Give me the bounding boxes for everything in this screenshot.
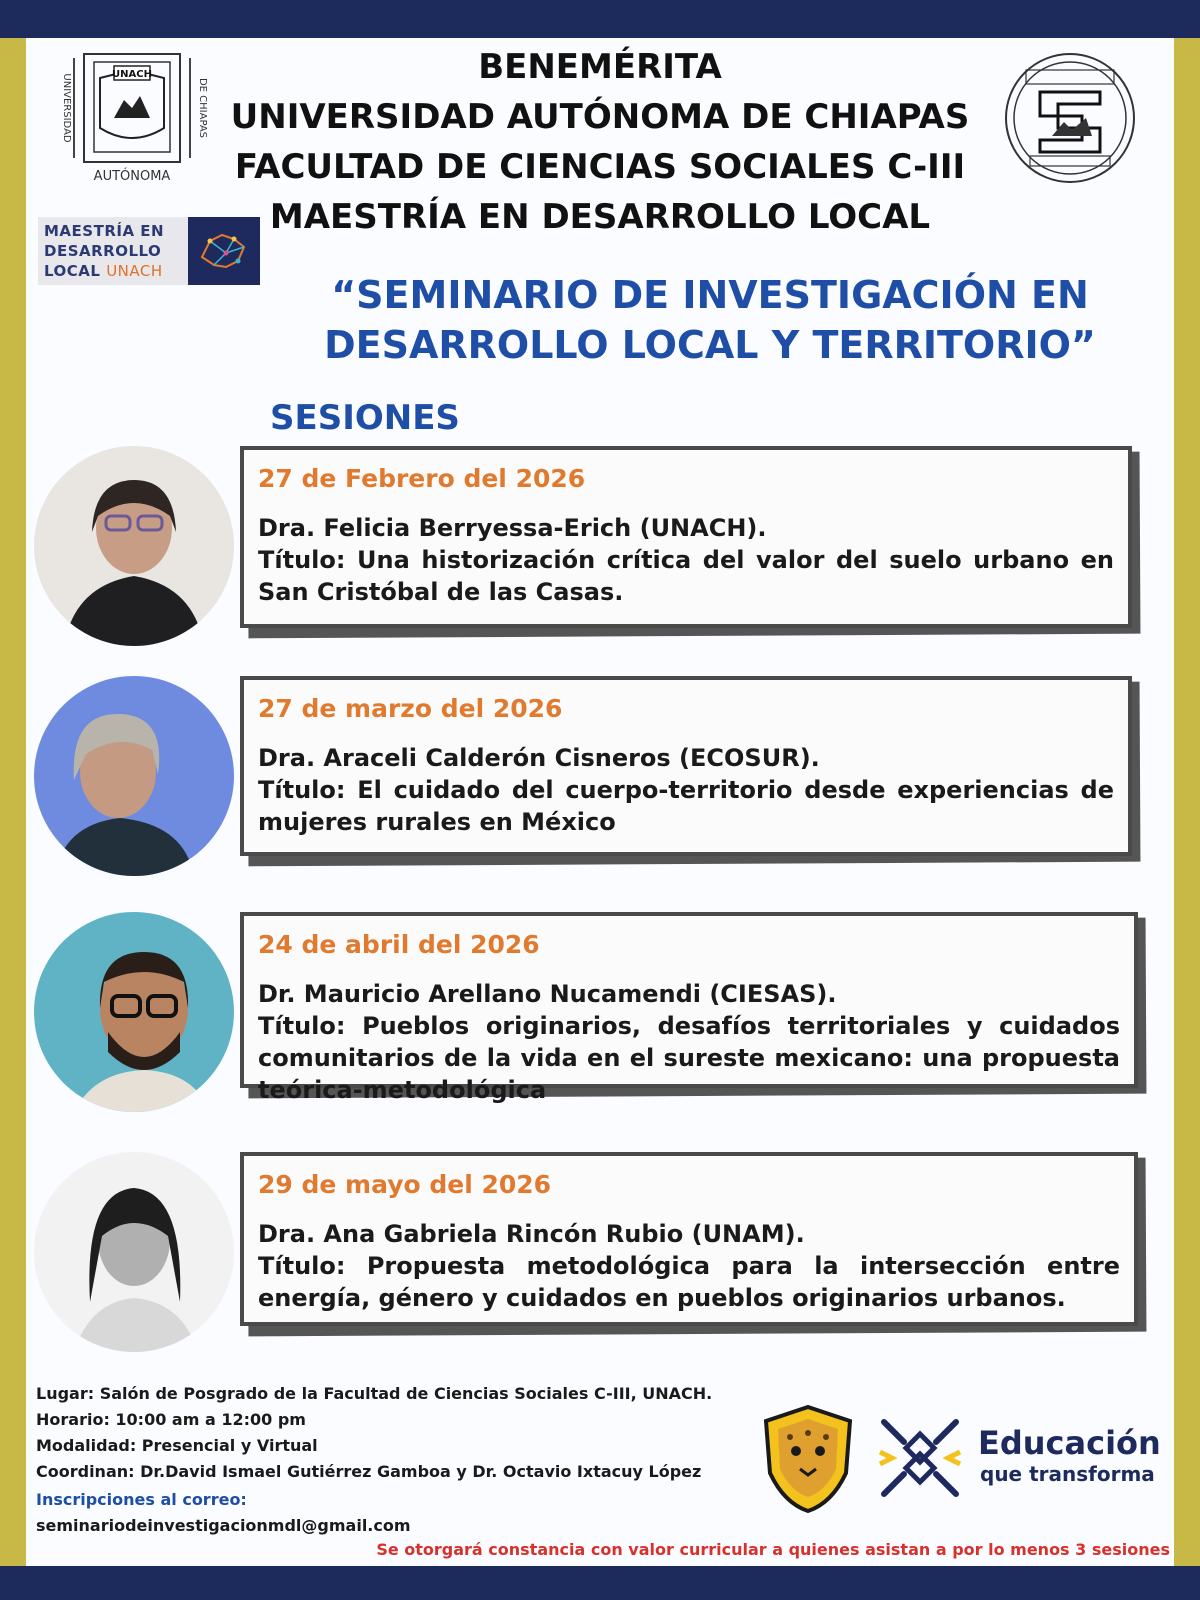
session-date: 29 de mayo del 2026 bbox=[258, 1170, 552, 1199]
session-speaker: Dr. Mauricio Arellano Nucamendi (CIESAS). bbox=[258, 980, 837, 1008]
certificate-notice: Se otorgará constancia con valor curricular a quienes asistan a por lo menos 3 sesiones bbox=[376, 1540, 1170, 1559]
session-speaker: Dra. Araceli Calderón Cisneros (ECOSUR). bbox=[258, 744, 820, 772]
geometric-pattern-icon bbox=[874, 1412, 966, 1504]
sessions-heading: SESIONES bbox=[270, 398, 460, 438]
session-title-label: Título: bbox=[258, 776, 346, 804]
registration-email[interactable]: seminariodeinvestigacionmdl@gmail.com bbox=[36, 1516, 411, 1535]
session-title-label: Título: bbox=[258, 1252, 346, 1280]
seminar-title bbox=[300, 270, 1120, 370]
session-date: 27 de marzo del 2026 bbox=[258, 694, 563, 723]
session-title-label: Título: bbox=[258, 546, 346, 574]
mdl-line-2: DESARROLLO bbox=[44, 242, 162, 260]
seal-right-text: DE CHIAPAS bbox=[197, 77, 208, 139]
event-coordinators: Coordinan: Dr.David Ismael Gutiérrez Gamboa y Dr. Octavio Ixtacuy López bbox=[36, 1462, 702, 1481]
header-line-1: BENEMÉRITA bbox=[478, 47, 722, 87]
education-brand-tagline: que transforma bbox=[980, 1462, 1155, 1486]
event-location: Lugar: Salón de Posgrado de la Facultad de Ciencias Sociales C-III, UNACH. bbox=[36, 1384, 713, 1403]
education-brand-word: Educación bbox=[978, 1424, 1161, 1462]
speaker-photo-1 bbox=[34, 446, 234, 646]
session-speaker: Dra. Felicia Berryessa-Erich (UNACH). bbox=[258, 514, 767, 542]
session-date: 27 de Febrero del 2026 bbox=[258, 464, 586, 493]
network-map-icon bbox=[188, 217, 260, 285]
session-card-4 bbox=[240, 1152, 1138, 1326]
seal-bottom-text: AUTÓNOMA bbox=[93, 169, 171, 184]
header-line-2: UNIVERSIDAD AUTÓNOMA DE CHIAPAS bbox=[230, 97, 970, 137]
mdl-line-3a: LOCAL bbox=[44, 262, 101, 280]
session-card-1 bbox=[240, 446, 1132, 628]
session-title: Una historización crítica del valor del suelo urbano en San Cristóbal de las Casas. bbox=[258, 546, 1114, 606]
event-details bbox=[36, 1381, 736, 1485]
session-card-3 bbox=[240, 912, 1138, 1104]
seminar-title-line-2: DESARROLLO LOCAL Y TERRITORIO” bbox=[324, 323, 1096, 367]
event-schedule: Horario: 10:00 am a 12:00 pm bbox=[36, 1410, 306, 1429]
speaker-photo-3 bbox=[34, 912, 234, 1112]
seal-top-text: UNACH bbox=[112, 69, 152, 80]
mdl-line-1: MAESTRÍA EN bbox=[44, 222, 165, 240]
session-card-2 bbox=[240, 676, 1132, 856]
bottom-bar bbox=[0, 1566, 1200, 1600]
institution-header bbox=[230, 42, 970, 242]
mdl-line-3b: UNACH bbox=[106, 262, 163, 280]
top-bar bbox=[0, 0, 1200, 38]
registration-label: Inscripciones al correo: bbox=[36, 1490, 247, 1509]
session-title-label: Título: bbox=[258, 1012, 346, 1040]
speaker-photo-4 bbox=[34, 1152, 234, 1352]
seal-left-text: UNIVERSIDAD bbox=[61, 73, 72, 143]
event-modality: Modalidad: Presencial y Virtual bbox=[36, 1436, 318, 1455]
header-line-3: FACULTAD DE CIENCIAS SOCIALES C-III bbox=[234, 147, 966, 187]
session-speaker: Dra. Ana Gabriela Rincón Rubio (UNAM). bbox=[258, 1220, 805, 1248]
session-date: 24 de abril del 2026 bbox=[258, 930, 540, 959]
maestria-desarrollo-local-logo bbox=[38, 217, 260, 285]
seminar-title-line-1: “SEMINARIO DE INVESTIGACIÓN EN bbox=[331, 273, 1089, 317]
session-title: El cuidado del cuerpo-territorio desde experiencias de mujeres rurales en México bbox=[258, 776, 1115, 836]
jaguar-icon bbox=[760, 1403, 856, 1515]
session-title: Propuesta metodológica para la intersección entre energía, género y cuidados en pueblos originarios urbanos. bbox=[258, 1252, 1121, 1312]
speaker-photo-2 bbox=[34, 676, 234, 876]
session-title: Pueblos originarios, desafíos territoriales y cuidados comunitarios de la vida en el sureste mexicano: una propuesta teórica-metodológica bbox=[258, 1012, 1120, 1104]
unach-seal-logo bbox=[54, 48, 208, 188]
faculty-seal-logo bbox=[1000, 48, 1140, 188]
header-line-4: MAESTRÍA EN DESARROLLO LOCAL bbox=[269, 197, 931, 237]
